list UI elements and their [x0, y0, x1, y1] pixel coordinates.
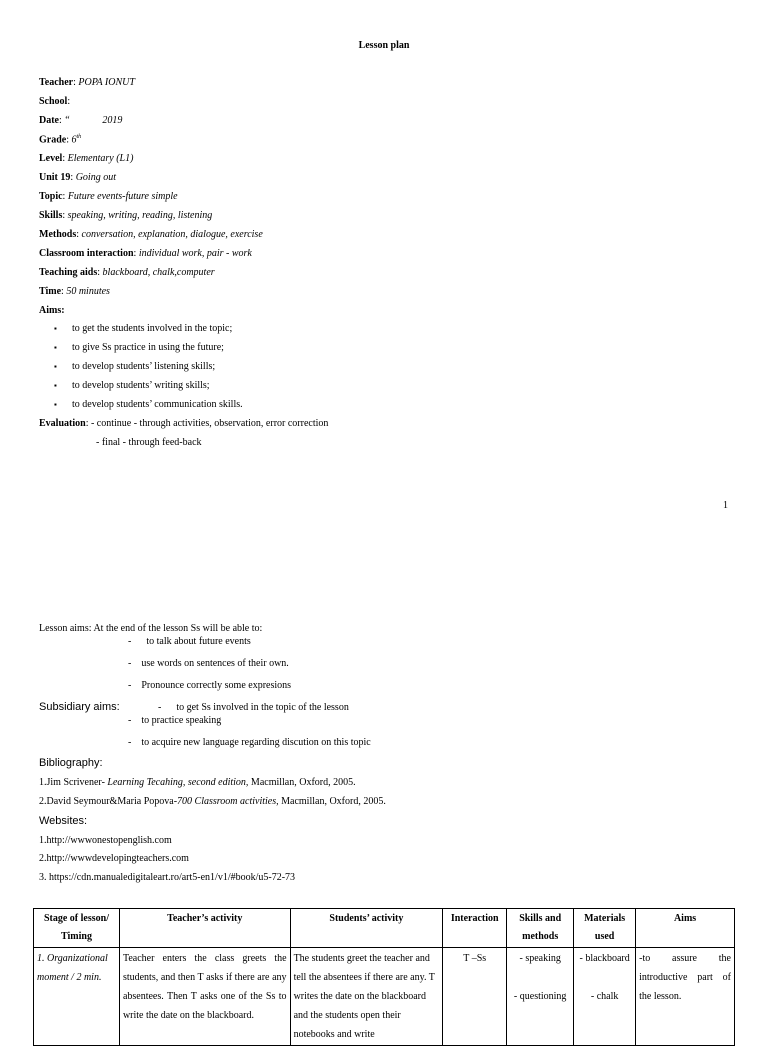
lesson-aim-item: - Pronounce correctly some expresions [128, 680, 292, 691]
aim-item: ▪ to give Ss practice in using the future; [56, 342, 224, 353]
subsidiary-item: - to get Ss involved in the topic of the lesson [158, 702, 349, 713]
time-value: 50 minutes [66, 286, 110, 297]
unit-row: Unit 19: Going out [39, 172, 116, 183]
interaction-value: individual work, pair - work [138, 248, 252, 259]
cell-interaction: T –Ss [443, 948, 507, 1046]
skills-row: Skills: speaking, writing, reading, listening [39, 210, 213, 221]
website-link[interactable]: 3. https://cdn.manualedigitaleart.ro/art5-en1/v1/#book/u5-72-73 [39, 872, 296, 883]
aids-row: Teaching aids: blackboard, chalk,computer [39, 267, 215, 278]
skill-questioning: - questioning [513, 991, 567, 1002]
aims-heading [39, 305, 65, 316]
material-chalk: - chalk [590, 991, 619, 1002]
topic-row: Topic: Future events-future simple [39, 191, 178, 202]
teacher-row: Teacher: POPA IONUT [39, 77, 135, 88]
evaluation-continue: : - continue - through activities, observation, error correction [85, 418, 329, 429]
methods-row: Methods: conversation, explanation, dialogue, exercise [39, 229, 263, 240]
grade-row: Grade: 6th [39, 134, 82, 146]
date-label: Date [39, 115, 59, 126]
evaluation-label: Evaluation [39, 418, 86, 429]
aids-label: Teaching aids [39, 267, 98, 278]
cell-teacher-activity: Teacher enters the class greets the students, and then T asks if there are any absentees. Then T asks one of the Ss to write the date on the blackboard. [119, 948, 290, 1046]
aim-item: ▪ to develop students’ listening skills; [56, 361, 215, 372]
subsidiary-item: - to practice speaking [128, 715, 222, 726]
grade-suffix: th [76, 134, 82, 140]
aim-item: ▪ to get the students involved in the topic; [56, 323, 232, 334]
cell-stage: 1. Organizational moment / 2 min. [34, 948, 120, 1046]
aim-item: ▪ to develop students’ writing skills; [56, 380, 210, 391]
cell-students-activity: The students greet the teacher and tell the absentees if there are any. T writes the date on the blackboard and the students open their notebooks and write [290, 948, 443, 1046]
aim-item: ▪ to develop students’ communication skills. [56, 399, 243, 410]
lesson-aims-intro: Lesson aims: At the end of the lesson Ss will be able to: [39, 623, 263, 634]
skill-speaking: - speaking [519, 953, 561, 964]
websites-label: Websites: [39, 815, 88, 827]
header-students-activity: Students’ activity [290, 909, 443, 948]
bibliography-item: 2.David Seymour&Maria Popova-700 Classroom activities, Macmillan, Oxford, 2005. [39, 796, 386, 807]
skills-value: speaking, writing, reading, listening [67, 210, 213, 221]
evaluation-final: - final - through feed-back [96, 437, 202, 448]
grade-label: Grade [39, 134, 67, 146]
document-title: Lesson plan [358, 40, 410, 51]
evaluation-row [39, 418, 328, 429]
topic-value: Future events-future simple [67, 191, 178, 202]
date-value: “ 2019 [64, 115, 123, 126]
page-number: 1 [723, 500, 728, 511]
skills-label: Skills [39, 210, 63, 221]
level-value: Elementary (L1) [67, 153, 134, 164]
table-header-row [34, 909, 735, 948]
teacher-label: Teacher [39, 77, 74, 88]
header-skills: Skills and methods [507, 909, 574, 948]
cell-skills [507, 948, 574, 1046]
bibliography-item: 1.Jim Scrivener- Learning Tecahing, second edition, Macmillan, Oxford, 2005. [39, 777, 356, 788]
school-row: School: [39, 96, 71, 107]
header-materials: Materials used [574, 909, 636, 948]
school-label: School [39, 96, 68, 107]
lesson-aim-item: - to talk about future events [128, 636, 251, 647]
cell-aims: -to assure the introductive part of the lesson. [636, 948, 735, 1046]
interaction-label: Classroom interaction [39, 248, 134, 259]
time-row: Time: 50 minutes [39, 286, 110, 297]
header-interaction: Interaction [443, 909, 507, 948]
interaction-row: Classroom interaction: individual work, pair - work [39, 248, 252, 259]
website-link[interactable]: 1.http://wwwonestopenglish.com [39, 835, 172, 846]
unit-label: Unit 19 [39, 172, 71, 183]
methods-value: conversation, explanation, dialogue, exercise [81, 229, 263, 240]
cell-materials [574, 948, 636, 1046]
lesson-table [33, 908, 735, 1046]
aids-value: blackboard, chalk,computer [102, 267, 215, 278]
header-stage: Stage of lesson/ Timing [34, 909, 120, 948]
website-link[interactable]: 2.http://wwwdevelopingteachers.com [39, 853, 189, 864]
level-label: Level [39, 153, 63, 164]
date-row: Date: “ 2019 [39, 115, 123, 126]
subsidiary-item: - to acquire new language regarding discution on this topic [128, 737, 371, 748]
table-row [34, 948, 735, 1046]
subsidiary-label: Subsidiary aims: [39, 701, 120, 713]
bibliography-label: Bibliography: [39, 757, 103, 769]
header-aims: Aims [636, 909, 735, 948]
methods-label: Methods [39, 229, 77, 240]
unit-value: Going out [75, 172, 116, 183]
level-row: Level: Elementary (L1) [39, 153, 134, 164]
aims-label: Aims: [39, 305, 65, 316]
topic-label: Topic [39, 191, 63, 202]
material-blackboard: - blackboard [579, 953, 630, 964]
teacher-value: POPA IONUT [78, 77, 135, 88]
lesson-aim-item: - use words on sentences of their own. [128, 658, 289, 669]
grade-value: 6 [71, 134, 77, 146]
time-label: Time [39, 286, 62, 297]
header-teacher-activity: Teacher’s activity [119, 909, 290, 948]
